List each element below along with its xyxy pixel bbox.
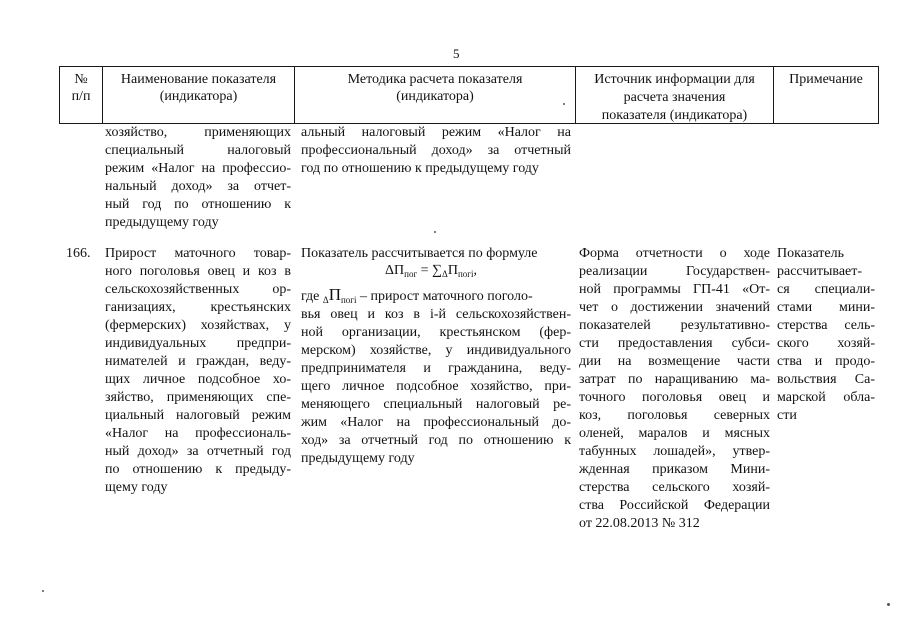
header-source-column: Источник информации для расчета значения показателя (индикатора) [594,72,755,123]
continuation-name-cell: хозяйство, применяющих специальный налоговый режим «Налог на профессио- нальный доход» за отчет- ный год по отношению к предыдущему году [105,125,291,230]
scan-speck [887,603,890,606]
row-166-method-intro: Показатель рассчитывается по формуле [301,246,538,261]
table-top-rule [59,66,879,67]
scan-speck [434,231,436,233]
table-right-rule [878,66,879,124]
header-number-column: № п/п [71,72,91,104]
row-166-number: 166. [66,246,91,261]
continuation-method-cell: альный налоговый режим «Налог на профессиональный доход» за отчетный год по отношению к предыдущему году [301,125,571,176]
row-166-source-cell: Форма отчетности о ходе реализации Государствен- ной программы ГП-41 «От- чет о достижении значений показателей результативно- сти предоставления субси- дии на возмещение части затрат по наращиванию ма- точного поголовья овец и коз, поголовья северных оленей, маралов и мясных табунных лошадей», утвер- жденная приказом Мини- стерства сельского хозяй- ства Российской Федерации от 22.08.2013 № 312 [579,246,770,531]
row-166-note-cell: Показатель рассчитывает- ся специали- стами мини- стерства сель- ского хозяй- ства и продо- вольствия Са- марской обла- сти [777,246,875,423]
page-number: 5 [453,46,460,61]
row-166-formula-explanation: где $_\Delta П_{погi}$ – прирост маточного поголо- [301,285,533,305]
row-166-method-cell: вья овец и коз в i-й сельскохозяйствен- ной организации, крестьянском (фер- мерском) хозяйстве, у индивидуального предпринимателя и гражданина, веду- щего личное подсобное хозяйство, при- меняющего специальный налоговый ре- жим «Налог на профессиональный до- ход» за отчетный год по отношению к предыдущему году [301,307,571,466]
scan-speck [42,590,44,592]
header-note-column: Примечание [789,72,863,87]
row-166-formula: $\Delta П_{пог} = \sum_\Delta П_{погi}$, [385,263,477,279]
header-method-column: Методика расчета показателя (индикатора) [347,72,523,104]
scan-speck [563,103,565,105]
header-name-column: Наименование показателя (индикатора) [120,72,277,104]
row-166-name-cell: Прирост маточного товар- ного поголовья овец и коз в сельскохозяйственных ор- ганизациях, крестьянских (фермерских) хозяйствах, у индивидуальных предпри- нимателей и граждан, веду- щих личное подсобное хо- зяйство, применяющих спе- циальный налоговый режим «Налог на профессиональ- ный доход» за отчетный год по отношению к предыду- щему году [105,246,291,495]
